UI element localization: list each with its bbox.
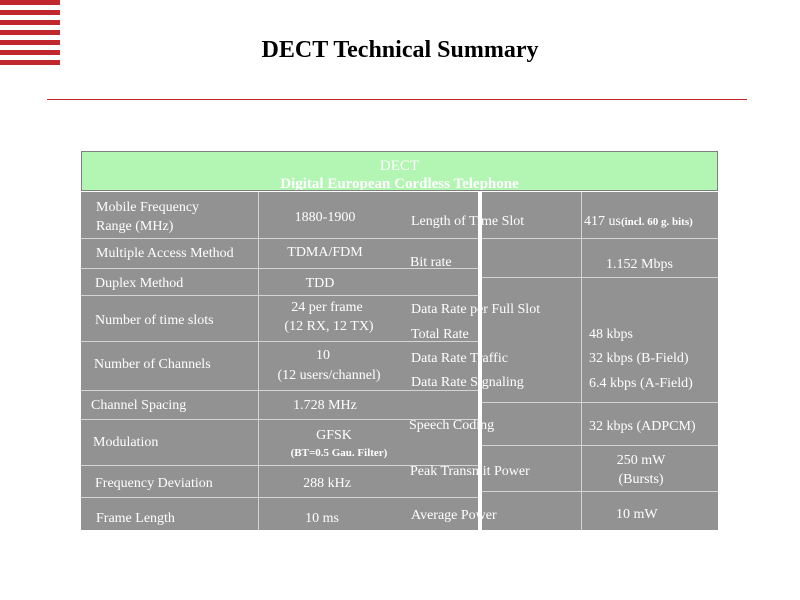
grid-line: [81, 238, 478, 239]
modulation-label: Modulation: [93, 435, 159, 450]
slot-length-value: [584, 212, 693, 232]
average-power-value: 10 mW: [616, 507, 658, 522]
frame-length-value: 10 ms: [305, 511, 339, 526]
grid-line: [482, 277, 718, 278]
total-rate-label: Total Rate: [411, 327, 469, 342]
grid-line: [81, 497, 478, 498]
access-method-label: Multiple Access Method: [96, 246, 234, 261]
grid-line: [581, 192, 582, 530]
mobile-frequency-value: 1880-1900: [294, 210, 356, 225]
traffic-rate-value: 32 kbps (B-Field): [589, 351, 689, 366]
channels-label: Number of Channels: [94, 357, 211, 372]
channels-value: 10: [316, 348, 330, 363]
modulation-value: GFSK: [316, 428, 352, 443]
grid-line: [482, 402, 718, 403]
mobile-frequency-label: Mobile Frequency: [96, 200, 200, 215]
access-method-value: TDMA/FDM: [287, 245, 363, 260]
traffic-rate-label: Data Rate Traffic: [411, 351, 508, 366]
modulation-filter-note: (BT=0.5 Gau. Filter): [290, 447, 388, 459]
duplex-method-label: Duplex Method: [95, 276, 184, 291]
grid-line: [482, 445, 718, 446]
grid-line: [482, 491, 718, 492]
page-title: DECT Technical Summary: [261, 37, 539, 63]
grid-line: [81, 295, 478, 296]
bit-rate-label: Bit rate: [410, 255, 452, 270]
mobile-frequency-label-line2: Range (MHz): [96, 219, 174, 234]
frequency-deviation-value: 288 kHz: [303, 476, 351, 491]
speech-coding-value: 32 kbps (ADPCM): [589, 419, 696, 434]
duplex-method-value: TDD: [305, 276, 335, 291]
slot-length-guard-note: (incl. 60 g. bits): [620, 216, 693, 228]
channels-value-line2: (12 users/channel): [277, 368, 381, 383]
frequency-deviation-label: Frequency Deviation: [95, 476, 213, 491]
speech-coding-label: Speech Coding: [409, 418, 495, 433]
channel-spacing-value: 1.728 MHz: [293, 398, 357, 413]
slot-length-number: 417 us: [584, 214, 621, 229]
bit-rate-value: 1.152 Mbps: [606, 257, 673, 272]
frame-length-label: Frame Length: [96, 511, 175, 526]
title-divider: [47, 99, 747, 100]
peak-power-label: Peak Transmit Power: [410, 464, 530, 479]
header-fullname: Digital European Cordless Telephone: [280, 176, 519, 191]
table-header: [81, 151, 718, 191]
signaling-rate-value: 6.4 kbps (A-Field): [589, 376, 693, 391]
peak-power-value: 250 mW: [616, 453, 666, 468]
average-power-label: Average Power: [411, 508, 497, 523]
grid-line: [482, 238, 718, 239]
time-slots-value-line2: (12 RX, 12 TX): [284, 319, 374, 334]
total-rate-value: 48 kbps: [589, 327, 633, 342]
spec-table: [81, 192, 718, 530]
channel-spacing-label: Channel Spacing: [91, 398, 187, 413]
peak-power-value-line2: (Bursts): [618, 472, 664, 487]
header-acronym: DECT: [379, 158, 420, 174]
time-slots-label: Number of time slots: [95, 313, 214, 328]
slot-length-label: Length of Time Slot: [411, 214, 525, 229]
signaling-rate-label: Data Rate Signaling: [411, 375, 524, 390]
time-slots-value: 24 per frame: [291, 300, 363, 315]
data-rate-full-slot-label: Data Rate per Full Slot: [411, 302, 541, 317]
